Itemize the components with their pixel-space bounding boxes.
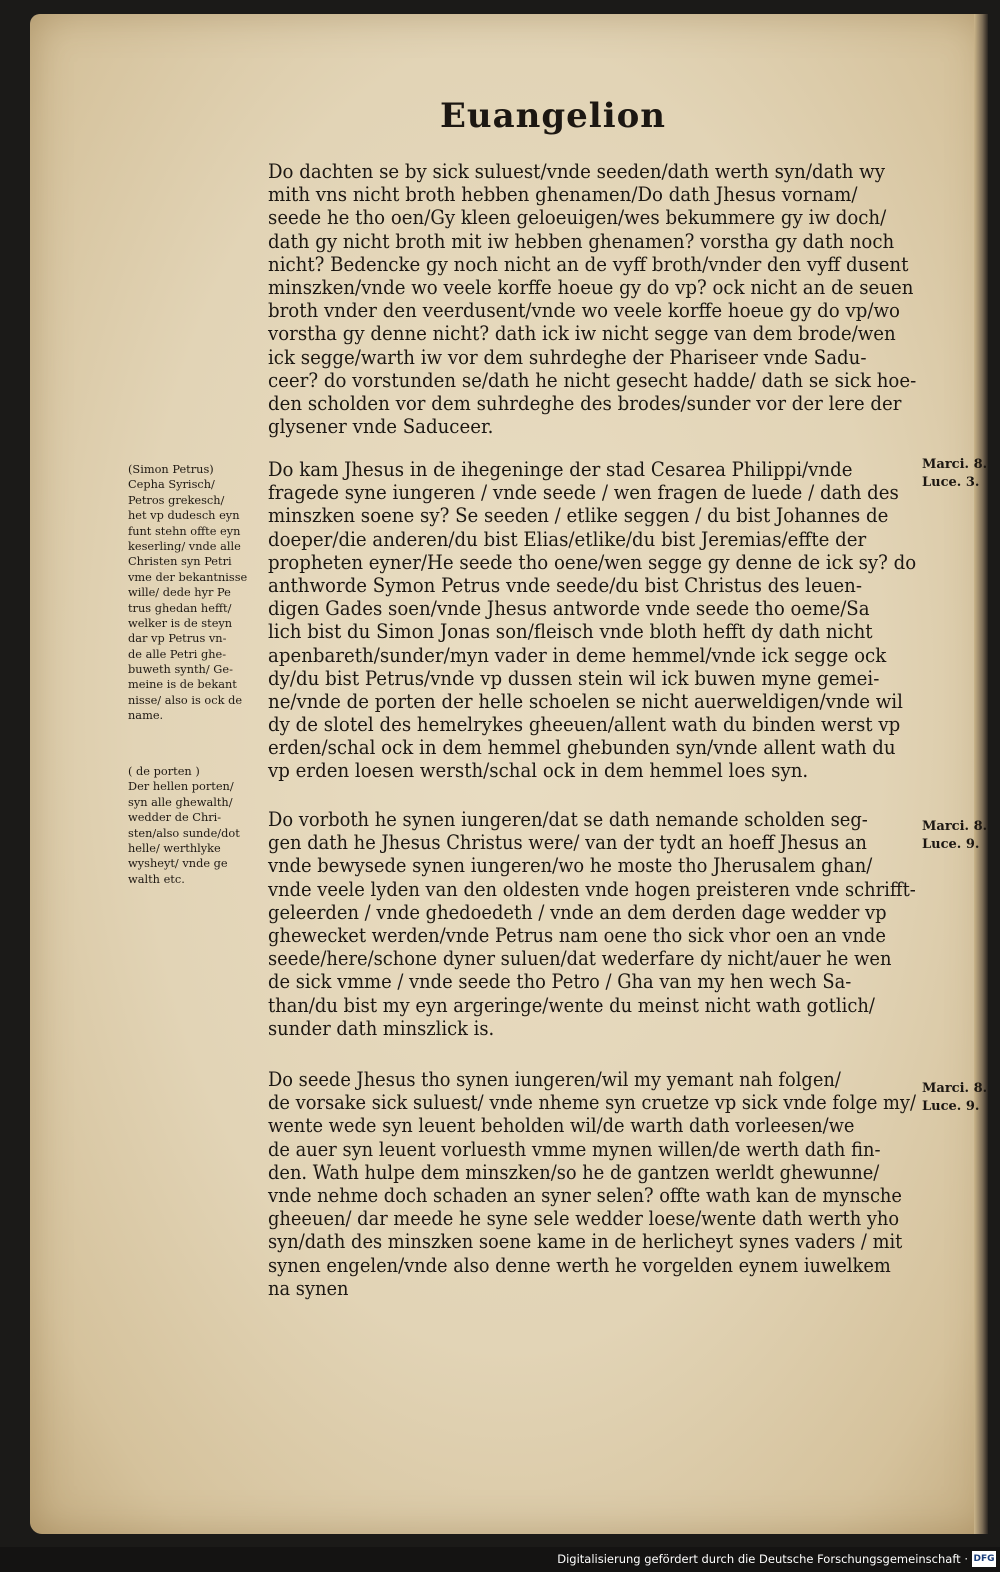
text-line: gheeuen/ dar meede he syne sele wedder loese/wente dath werth yho — [268, 1207, 900, 1231]
reference-line: Luce. 3. — [922, 475, 980, 490]
margin-reference-1 — [922, 456, 992, 492]
text-line: dy de slotel des hemelrykes gheeuen/allent wath du binden werst vp — [268, 713, 901, 737]
text-line: lich bist du Simon Jonas son/fleisch vnde bloth hefft dy dath nicht — [268, 620, 873, 644]
text-line: minszken/vnde wo veele korffe hoeue gy do vp? ock nicht an de seuen — [268, 275, 914, 299]
text-line: erden/schal ock in dem hemmel ghebunden syn/vnde allent wath du — [268, 736, 896, 760]
text-line: than/du bist my eyn argeringe/wente du meinst nicht wath gotlich/ — [268, 993, 875, 1017]
text-line: mith vns nicht broth hebben ghenamen/Do dath Jhesus vornam/ — [268, 183, 858, 207]
gloss-line: funt stehn offte eyn — [128, 523, 241, 538]
page-title: Euangelion — [440, 96, 667, 136]
reference-line: Luce. 9. — [922, 837, 980, 852]
text-line: seede/here/schone dyner suluen/dat wederfare dy nicht/auer he wen — [268, 947, 892, 971]
reference-line: Marci. 8. — [922, 1081, 988, 1096]
footer-bar — [0, 1547, 1000, 1572]
gloss-line: wille/ dede hyr Pe — [128, 585, 231, 600]
text-line: apenbareth/sunder/myn vader in deme hemmel/vnde ick segge ock — [268, 643, 887, 667]
text-line: na synen — [268, 1276, 349, 1300]
reference-line: Marci. 8. — [922, 819, 988, 834]
text-line: seede he tho oen/Gy kleen geloeuigen/wes bekummere gy iw doch/ — [268, 206, 887, 230]
gloss-line: helle/ werthlyke — [128, 840, 221, 855]
margin-reference-2 — [922, 818, 992, 854]
text-paragraph-4 — [268, 1068, 977, 1300]
gloss-line: trus ghedan hefft/ — [128, 600, 232, 615]
text-line: broth vnder den veerdusent/vnde wo veele korffe hoeue gy do vp/wo — [268, 299, 900, 323]
text-line: ghewecket werden/vnde Petrus nam oene tho sick vhor oen an vnde — [268, 923, 886, 947]
text-line: synen engelen/vnde also denne werth he vorgelden eynem iuwelkem — [268, 1253, 891, 1277]
reference-line: Luce. 9. — [922, 1099, 980, 1114]
text-line: ceer? do vorstunden se/dath he nicht gesecht hadde/ dath se sick hoe- — [268, 368, 917, 392]
gloss-line: walth etc. — [128, 871, 185, 886]
text-line: Do vorboth he synen iungeren/dat se dath nemande scholden seg- — [268, 808, 868, 831]
text-line: nicht? Bedencke gy noch nicht an de vyff broth/vnder den vyff dusent — [268, 252, 909, 276]
gloss-line: ( de porten ) — [128, 764, 200, 778]
gloss-line: sten/also sunde/dot — [128, 825, 240, 840]
text-line: Do seede Jhesus tho synen iungeren/wil my yemant nah folgen/ — [268, 1068, 841, 1091]
text-line: dy/du bist Petrus/vnde vp dussen stein wil ick buwen myne gemei- — [268, 666, 880, 690]
text-line: glysener vnde Saduceer. — [268, 415, 494, 439]
gloss-line: Petros grekesch/ — [128, 492, 225, 507]
text-line: vnde nehme doch schaden an syner selen? offte wath kan de mynsche — [268, 1183, 902, 1207]
reference-line: Marci. 8. — [922, 457, 988, 472]
text-paragraph-3 — [268, 808, 975, 1040]
text-line: de vorsake sick suluest/ vnde nheme syn cruetze vp sick vnde folge my/ — [268, 1091, 916, 1115]
text-line: geleerden / vnde ghedoedeth / vnde an dem derden dage wedder vp — [268, 900, 887, 924]
text-line: vnde bewysede synen iungeren/wo he moste tho Jherusalem ghan/ — [268, 854, 873, 878]
gloss-line: nisse/ also is ock de — [128, 692, 243, 707]
text-line: vorstha gy denne nicht? dath ick iw nicht segge van dem brode/wen — [268, 322, 896, 346]
text-line: gen dath he Jhesus Christus were/ van der tydt an hoeff Jhesus an — [268, 831, 867, 855]
footer-funding-text: Digitalisierung gefördert durch die Deutsche Forschungsgemeinschaft · — [557, 1552, 968, 1566]
gloss-line: Cepha Syrisch/ — [128, 477, 215, 492]
margin-reference-3 — [922, 1080, 992, 1116]
text-line: digen Gades soen/vnde Jhesus antworde vnde seede tho oeme/Sa — [268, 597, 870, 621]
text-line: den scholden vor dem suhrdeghe des brodes/sunder vor der lere der — [268, 391, 902, 415]
text-line: ick segge/warth iw vor dem suhrdeghe der Phariseer vnde Sadu- — [268, 345, 867, 369]
gloss-line: name. — [128, 708, 164, 723]
gloss-line: wysheyt/ vnde ge — [128, 856, 228, 871]
text-line: doeper/die anderen/du bist Elias/etlike/du bist Jeremias/effte der — [268, 527, 867, 551]
text-line: anthworde Symon Petrus vnde seede/du bist Christus des leuen- — [268, 573, 862, 597]
gloss-line: Christen syn Petri — [128, 554, 232, 569]
text-line: Do dachten se by sick suluest/vnde seeden/dath werth syn/dath wy — [268, 160, 885, 183]
page-spine-shadow — [974, 14, 988, 1534]
text-line: wente wede syn leuent beholden wil/de warth dath vorleesen/we — [268, 1114, 855, 1138]
gloss-line: de alle Petri ghe- — [128, 646, 227, 661]
dfg-logo: DFG — [972, 1551, 996, 1567]
text-paragraph-2 — [268, 458, 964, 783]
text-line: dath gy nicht broth mit iw hebben ghenamen? vorstha gy dath noch — [268, 229, 895, 253]
gloss-line: dar vp Petrus vn- — [128, 631, 227, 646]
text-line: den. Wath hulpe dem minszken/so he de gantzen werldt ghewunne/ — [268, 1160, 880, 1184]
text-line: ne/vnde de porten der helle schoelen se nicht auerweldigen/vnde wil — [268, 689, 903, 713]
text-line: fragede syne iungeren / vnde seede / wen fragen de luede / dath des — [268, 481, 899, 505]
text-line: vp erden loesen wersth/schal ock in dem hemmel loes syn. — [268, 759, 809, 783]
gloss-line: buweth synth/ Ge- — [128, 662, 233, 677]
margin-gloss-2 — [128, 764, 276, 887]
gloss-line: vme der bekantnisse — [128, 569, 248, 584]
gloss-line: (Simon Petrus) — [128, 462, 214, 476]
text-paragraph-1 — [268, 160, 964, 438]
text-line: minszken soene sy? Se seeden / etlike seggen / du bist Johannes de — [268, 504, 889, 528]
gloss-line: wedder de Chri- — [128, 810, 222, 825]
gloss-line: syn alle ghewalth/ — [128, 794, 233, 809]
text-line: de sick vmme / vnde seede tho Petro / Gha van my hen wech Sa- — [268, 970, 852, 994]
text-line: Do kam Jhesus in de ihegeninge der stad Cesarea Philippi/vnde — [268, 458, 853, 481]
margin-gloss-1 — [128, 462, 276, 724]
text-line: vnde veele lyden van den oldesten vnde hogen preisteren vnde schrifft- — [268, 877, 916, 901]
text-line: syn/dath des minszken soene kame in de herlicheyt synes vaders / mit — [268, 1230, 903, 1254]
gloss-line: het vp dudesch eyn — [128, 508, 240, 523]
text-line: sunder dath minszlick is. — [268, 1016, 495, 1040]
gloss-line: meine is de bekant — [128, 677, 237, 692]
gloss-line: keserling/ vnde alle — [128, 538, 241, 553]
text-line: propheten eyner/He seede tho oene/wen segge gy denne de ick sy? do — [268, 550, 917, 574]
gloss-line: welker is de steyn — [128, 615, 233, 630]
text-line: de auer syn leuent vorluesth vmme mynen willen/de werth dath fin- — [268, 1137, 881, 1161]
gloss-line: Der hellen porten/ — [128, 779, 234, 794]
